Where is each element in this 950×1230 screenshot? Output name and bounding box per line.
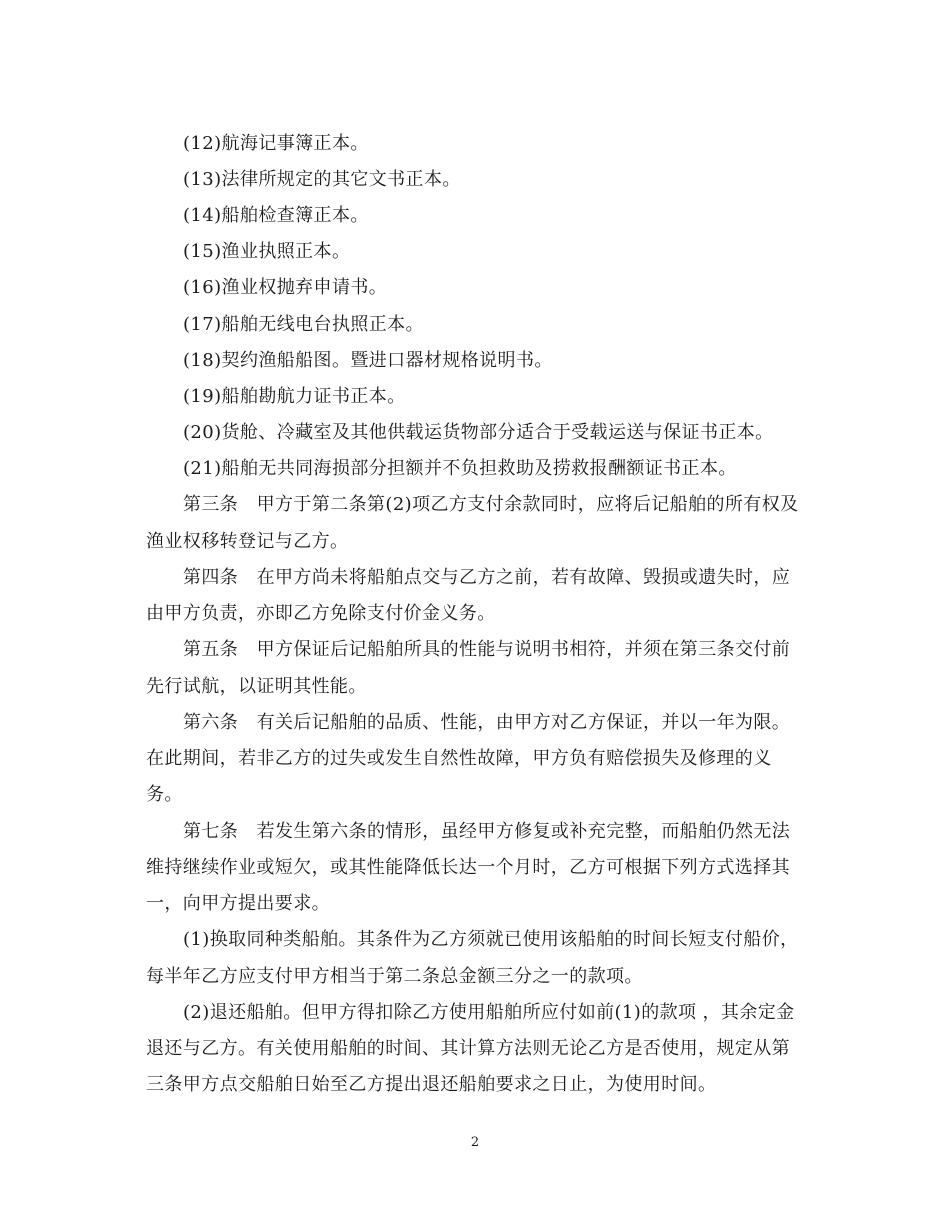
item-18: (18)契约渔船船图。暨进口器材规格说明书。: [183, 350, 553, 371]
item-15: (15)渔业执照正本。: [183, 241, 351, 262]
item-16: (16)渔业权抛弃申请书。: [183, 277, 388, 298]
item-12: (12)航海记事簿正本。: [183, 133, 369, 154]
article-5-line-2: 先行试航，以证明其性能。: [146, 676, 367, 697]
article-5-line-1: 第五条 甲方保证后记船舶所具的性能与说明书相符，并须在第三条交付前: [183, 639, 791, 660]
item-20: (20)货舱、冷藏室及其他供载运货物部分适合于受载运送与保证书正本。: [183, 422, 774, 443]
item-19: (19)船舶勘航力证书正本。: [183, 386, 406, 407]
article-6-line-3: 务。: [146, 784, 183, 805]
article-4-line-1: 第四条 在甲方尚未将船舶点交与乙方之前，若有故障、毁损或遗失时，应: [183, 567, 791, 588]
article-3-line-2: 渔业权移转登记与乙方。: [146, 531, 349, 552]
option-1-line-2: 每半年乙方应支付甲方相当于第二条总金额三分之一的款项。: [146, 966, 643, 987]
page-number: 2: [470, 1135, 480, 1150]
option-1-line-1: (1)换取同种类船舶。其条件为乙方须就已使用该船舶的时间长短支付船价，: [183, 929, 799, 950]
article-4-line-2: 由甲方负责，亦即乙方免除支付价金义务。: [146, 603, 496, 624]
article-7-line-3: 一，向甲方提出要求。: [146, 893, 330, 914]
article-6-line-1: 第六条 有关后记船舶的品质、性能，由甲方对乙方保证，并以一年为限。: [183, 712, 791, 733]
article-7-line-2: 维持继续作业或短欠，或其性能降低长达一个月时，乙方可根据下列方式选择其: [146, 857, 790, 878]
option-2-line-1: (2)退还船舶。但甲方得扣除乙方使用船舶所应付如前(1)的款项 ，其余定金: [183, 1002, 795, 1023]
article-3-line-1: 第三条 甲方于第二条第(2)项乙方支付余款同时，应将后记船舶的所有权及: [183, 494, 799, 515]
item-14: (14)船舶检查簿正本。: [183, 205, 369, 226]
item-21: (21)船舶无共同海损部分担额并不负担救助及捞救报酬额证书正本。: [183, 458, 737, 479]
item-17: (17)船舶无线电台执照正本。: [183, 314, 424, 335]
option-2-line-3: 三条甲方点交船舶日始至乙方提出退还船舶要求之日止，为使用时间。: [146, 1074, 717, 1095]
option-2-line-2: 退还与乙方。有关使用船舶的时间、其计算方法则无论乙方是否使用，规定从第: [146, 1038, 790, 1059]
article-7-line-1: 第七条 若发生第六条的情形，虽经甲方修复或补充完整，而船舶仍然无法: [183, 821, 791, 842]
item-13: (13)法律所规定的其它文书正本。: [183, 169, 461, 190]
article-6-line-2: 在此期间，若非乙方的过失或发生自然性故障，甲方负有赔偿损失及修理的义: [146, 748, 772, 769]
